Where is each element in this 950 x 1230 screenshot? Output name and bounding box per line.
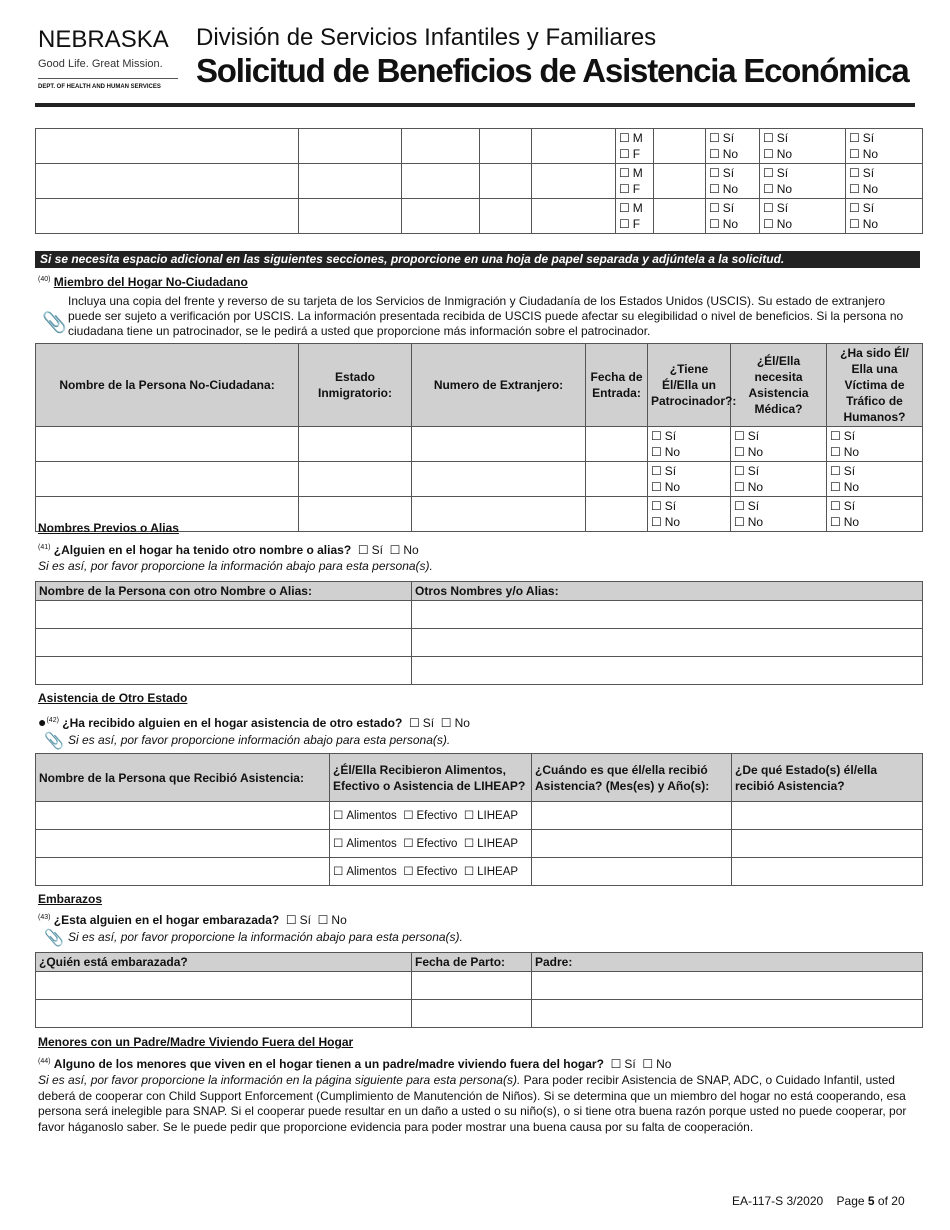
form-number: EA-117-S 3/2020 — [732, 1194, 824, 1208]
column-header: Padre: — [532, 953, 923, 972]
question-43-note: Si es así, por favor proporcione la información abajo para esta persona(s). — [68, 930, 463, 944]
page-total: of 20 — [877, 1194, 905, 1208]
choice-cell — [827, 497, 923, 532]
input-cell[interactable] — [532, 199, 616, 234]
logo-dept: DEPT. OF HEALTH AND HUMAN SERVICES — [38, 84, 161, 90]
section-44-text — [38, 1073, 923, 1135]
choice-cell — [760, 129, 846, 164]
checkbox[interactable]: ☐ No — [651, 445, 680, 459]
column-header: Numero de Extranjero: — [412, 344, 586, 427]
input-cell[interactable] — [480, 164, 532, 199]
choice-cell — [846, 129, 923, 164]
choice-cell — [827, 462, 923, 497]
checkbox[interactable]: ☐ Sí — [734, 464, 759, 478]
choice-cell — [731, 497, 827, 532]
question-44 — [38, 1057, 671, 1071]
choice-cell — [731, 427, 827, 462]
pregnancy-table — [35, 952, 923, 1028]
section-number: (41) — [38, 544, 51, 551]
input-cell[interactable] — [402, 129, 480, 164]
checkbox[interactable]: ☐ No — [849, 147, 878, 161]
cash-checkbox[interactable]: ☐ Efectivo — [403, 810, 457, 822]
additional-space-banner: Si se necesita espacio adicional en las siguientes secciones, proporcione en una hoja de papel separada y adjúntela a la solicitud. — [35, 251, 920, 268]
question-43 — [38, 913, 347, 927]
input-cell[interactable] — [299, 462, 412, 497]
input-cell[interactable] — [654, 129, 706, 164]
column-header: Nombre de la Persona con otro Nombre o Alias: — [36, 582, 412, 601]
yes-checkbox[interactable]: ☐ Sí — [358, 543, 383, 557]
question-text: ¿Esta alguien en el hogar embarazada? — [53, 913, 280, 927]
column-header: ¿Tiene Él/Ella un Patrocinador?: — [648, 344, 731, 427]
checkbox[interactable]: ☐ No — [709, 147, 738, 161]
table-row — [36, 972, 923, 1000]
checkbox[interactable]: ☐ No — [763, 147, 792, 161]
choice-cell — [648, 427, 731, 462]
checkbox[interactable]: ☐ Sí — [651, 429, 676, 443]
input-cell[interactable] — [732, 802, 923, 830]
input-cell[interactable] — [412, 601, 923, 629]
choice-cell — [846, 199, 923, 234]
input-cell[interactable] — [299, 199, 402, 234]
checkbox[interactable]: ☐ Sí — [709, 201, 734, 215]
section-number: (40) — [38, 276, 51, 283]
checkbox[interactable]: ☐ No — [849, 217, 878, 231]
section-41-title: Nombres Previos o Alias — [38, 521, 179, 535]
column-header: ¿Él/Ella Recibieron Alimentos, Efectivo o Asistencia de LIHEAP? — [330, 754, 532, 802]
checkbox[interactable]: ☐ Sí — [849, 201, 874, 215]
choice-cell — [846, 164, 923, 199]
section-44-title: Menores con un Padre/Madre Viviendo Fuera del Hogar — [38, 1035, 354, 1049]
no-checkbox[interactable]: ☐ No — [642, 1057, 671, 1071]
section-number: (44) — [38, 1058, 51, 1065]
input-cell[interactable] — [412, 972, 532, 1000]
assistance-type-cell — [330, 858, 532, 886]
column-header: Estado Inmigratorio: — [299, 344, 412, 427]
page-title: Solicitud de Beneficios de Asistencia Económica — [196, 52, 909, 89]
input-cell[interactable] — [532, 129, 616, 164]
input-cell[interactable] — [299, 427, 412, 462]
section-number: (43) — [38, 914, 51, 921]
table-row — [36, 1000, 923, 1028]
choice-cell — [706, 129, 760, 164]
input-cell[interactable] — [36, 657, 412, 685]
checkbox[interactable]: ☐ Sí — [830, 499, 855, 513]
table-row — [36, 427, 923, 462]
checkbox[interactable]: ☐ Sí — [734, 499, 759, 513]
input-cell[interactable] — [586, 427, 648, 462]
input-cell[interactable] — [412, 497, 586, 532]
choice-cell — [827, 427, 923, 462]
logo-tagline: Good Life. Great Mission. — [38, 58, 163, 70]
choice-cell — [760, 199, 846, 234]
input-cell[interactable] — [36, 164, 299, 199]
input-cell[interactable] — [532, 972, 923, 1000]
assistance-type-cell — [330, 802, 532, 830]
table-row — [36, 629, 923, 657]
input-cell[interactable] — [36, 601, 412, 629]
table-row — [36, 462, 923, 497]
checkbox[interactable]: ☐ No — [709, 182, 738, 196]
input-cell[interactable] — [412, 657, 923, 685]
input-cell[interactable] — [732, 830, 923, 858]
column-header: ¿Cuándo es que él/ella recibió Asistencia? (Mes(es) y Año(s): — [532, 754, 732, 802]
checkbox[interactable]: ☐ No — [709, 217, 738, 231]
yes-checkbox[interactable]: ☐ Sí — [286, 913, 311, 927]
checkbox[interactable]: ☐ No — [830, 480, 859, 494]
input-cell[interactable] — [732, 858, 923, 886]
no-checkbox[interactable]: ☐ No — [441, 716, 470, 730]
table-row — [36, 657, 923, 685]
checkbox[interactable]: ☐ Sí — [709, 131, 734, 145]
column-header: ¿Ha sido Él/ Ella una Víctima de Tráfico de Humanos? — [827, 344, 923, 427]
input-cell[interactable] — [412, 629, 923, 657]
choice-cell — [648, 497, 731, 532]
paperclip-icon: 📎 — [42, 312, 67, 334]
question-41 — [38, 543, 419, 557]
input-cell[interactable] — [532, 858, 732, 886]
input-cell[interactable] — [36, 462, 299, 497]
checkbox[interactable]: ☐ Sí — [849, 131, 874, 145]
table-row — [36, 199, 923, 234]
choice-cell — [731, 462, 827, 497]
choice-cell — [616, 199, 654, 234]
input-cell[interactable] — [299, 497, 412, 532]
checkbox[interactable]: ☐ No — [763, 217, 792, 231]
section-40-instructions: Incluya una copia del frente y reverso de su tarjeta de los Servicios de Inmigración y Ciudadanía de los Estados Unidos (USCIS). Su estado de extranjero puede ser sujeto a verificación por USCIS. La información presentada recibida de USCIS puede afectar su elegibilidad o nivel de beneficios. Si la persona no ciudadana tiene un patrocinador, se le pedirá a usted que proporcione más información sobre el patrocinador. — [68, 294, 904, 338]
logo-name: NEBRASKA — [38, 26, 169, 53]
section-title: Miembro del Hogar No-Ciudadano — [53, 275, 248, 289]
input-cell[interactable] — [36, 129, 299, 164]
no-checkbox[interactable]: ☐ No — [318, 913, 347, 927]
apple-icon: ● — [38, 714, 47, 730]
logo — [38, 26, 169, 54]
checkbox[interactable]: ☐ No — [849, 182, 878, 196]
checkbox[interactable]: ☐ No — [734, 515, 763, 529]
checkbox[interactable]: ☐ Sí — [763, 131, 788, 145]
checkbox[interactable]: ☐ Sí — [651, 464, 676, 478]
checkbox[interactable]: ☐ No — [734, 480, 763, 494]
input-cell[interactable] — [480, 129, 532, 164]
question-text: ¿Ha recibido alguien en el hogar asistencia de otro estado? — [62, 716, 403, 730]
checkbox[interactable]: ☐ Sí — [849, 166, 874, 180]
checkbox[interactable]: ☐ M — [619, 166, 643, 180]
choice-cell — [616, 129, 654, 164]
question-text: ¿Alguien en el hogar ha tenido otro nombre o alias? — [53, 543, 352, 557]
page-number: 5 — [867, 1194, 875, 1208]
choice-cell — [706, 164, 760, 199]
input-cell[interactable] — [412, 1000, 532, 1028]
liheap-checkbox[interactable]: ☐ LIHEAP — [464, 810, 518, 822]
table-row — [36, 164, 923, 199]
paperclip-icon: 📎 — [44, 733, 64, 750]
assistance-type-cell — [330, 830, 532, 858]
table-row — [36, 129, 923, 164]
input-cell[interactable] — [36, 199, 299, 234]
table-row — [36, 830, 923, 858]
checkbox[interactable]: ☐ Sí — [763, 166, 788, 180]
input-cell[interactable] — [36, 802, 330, 830]
cash-checkbox[interactable]: ☐ Efectivo — [403, 866, 457, 878]
table-row — [36, 802, 923, 830]
input-cell[interactable] — [36, 629, 412, 657]
checkbox[interactable]: ☐ M — [619, 131, 643, 145]
input-cell[interactable] — [532, 164, 616, 199]
question-41-note: Si es así, por favor proporcione la información abajo para esta persona(s). — [38, 559, 433, 573]
header-rule — [35, 103, 915, 107]
column-header: Otros Nombres y/o Alias: — [412, 582, 923, 601]
checkbox[interactable]: ☐ No — [763, 182, 792, 196]
yes-checkbox[interactable]: ☐ Sí — [409, 716, 434, 730]
choice-cell — [616, 164, 654, 199]
question-42 — [38, 714, 470, 730]
alias-table — [35, 581, 923, 685]
checkbox[interactable]: ☐ No — [651, 480, 680, 494]
no-checkbox[interactable]: ☐ No — [390, 543, 419, 557]
checkbox[interactable]: ☐ No — [734, 445, 763, 459]
child-support-text: Para poder recibir Asistencia de SNAP, ADC, o Cuidado Infantil, usted deberá de cooperar con Child Support Enforcement (Cumplimiento de Manutención de Niños). Si se determina que un miembro del hogar no está cooperando, esa persona será inelegible para SNAP. Si el cooperar puede resultar en un daño a usted o su niño(s), o si tiene otra buena razón porque usted no puede cooperar, por favor háganoslo saber. Se le puede pedir que proporcione evidencia para poder mostrar una buena causa por su falta de cooperación. — [38, 1073, 907, 1134]
household-table-continued — [35, 128, 923, 234]
food-checkbox[interactable]: ☐ Alimentos — [333, 810, 397, 822]
table-row — [36, 858, 923, 886]
input-cell[interactable] — [586, 462, 648, 497]
input-cell[interactable] — [654, 164, 706, 199]
page-label: Page — [836, 1194, 865, 1208]
section-42-title: Asistencia de Otro Estado — [38, 691, 188, 705]
liheap-checkbox[interactable]: ☐ LIHEAP — [464, 838, 518, 850]
choice-cell — [648, 462, 731, 497]
choice-cell — [760, 164, 846, 199]
section-40-heading — [38, 275, 248, 289]
column-header: ¿De qué Estado(s) él/ella recibió Asistencia? — [732, 754, 923, 802]
input-cell[interactable] — [36, 427, 299, 462]
question-text: Alguno de los menores que viven en el hogar tienen a un padre/madre viviendo fuera del hogar? — [53, 1057, 604, 1071]
column-header: Fecha de Parto: — [412, 953, 532, 972]
table-row — [36, 601, 923, 629]
division-title: División de Servicios Infantiles y Familiares — [196, 24, 657, 51]
food-checkbox[interactable]: ☐ Alimentos — [333, 838, 397, 850]
input-cell[interactable] — [36, 972, 412, 1000]
checkbox[interactable]: ☐ Sí — [763, 201, 788, 215]
input-cell[interactable] — [36, 858, 330, 886]
input-cell[interactable] — [532, 802, 732, 830]
input-cell[interactable] — [412, 462, 586, 497]
input-cell[interactable] — [299, 164, 402, 199]
input-cell[interactable] — [586, 497, 648, 532]
column-header: Nombre de la Persona No-Ciudadana: — [36, 344, 299, 427]
input-cell[interactable] — [36, 830, 330, 858]
checkbox[interactable]: ☐ No — [651, 515, 680, 529]
column-header: ¿Quién está embarazada? — [36, 953, 412, 972]
input-cell[interactable] — [480, 199, 532, 234]
checkbox[interactable]: ☐ Sí — [734, 429, 759, 443]
checkbox[interactable]: ☐ F — [619, 147, 640, 161]
liheap-checkbox[interactable]: ☐ LIHEAP — [464, 866, 518, 878]
question-44-note: Si es así, por favor proporcione la información en la página siguiente para esta persona(s). — [38, 1073, 521, 1087]
checkbox[interactable]: ☐ Sí — [651, 499, 676, 513]
input-cell[interactable] — [299, 129, 402, 164]
checkbox[interactable]: ☐ No — [830, 515, 859, 529]
checkbox[interactable]: ☐ Sí — [709, 166, 734, 180]
section-number: (42) — [46, 717, 59, 724]
checkbox[interactable]: ☐ Sí — [830, 464, 855, 478]
checkbox[interactable]: ☐ F — [619, 217, 640, 231]
column-header: Fecha de Entrada: — [586, 344, 648, 427]
yes-checkbox[interactable]: ☐ Sí — [611, 1057, 636, 1071]
non-citizen-table — [35, 343, 923, 532]
section-43-title: Embarazos — [38, 892, 103, 906]
input-cell[interactable] — [532, 830, 732, 858]
column-header: ¿Él/Ella necesita Asistencia Médica? — [731, 344, 827, 427]
food-checkbox[interactable]: ☐ Alimentos — [333, 866, 397, 878]
input-cell[interactable] — [36, 1000, 412, 1028]
checkbox[interactable]: ☐ Sí — [830, 429, 855, 443]
logo-divider — [38, 78, 178, 79]
checkbox[interactable]: ☐ M — [619, 201, 643, 215]
footer — [732, 1194, 905, 1208]
input-cell[interactable] — [402, 164, 480, 199]
question-42-note: Si es así, por favor proporcione información abajo para esta persona(s). — [68, 733, 451, 747]
input-cell[interactable] — [402, 199, 480, 234]
input-cell[interactable] — [532, 1000, 923, 1028]
input-cell[interactable] — [654, 199, 706, 234]
other-state-table — [35, 753, 923, 886]
checkbox[interactable]: ☐ F — [619, 182, 640, 196]
input-cell[interactable] — [412, 427, 586, 462]
column-header: Nombre de la Persona que Recibió Asistencia: — [36, 754, 330, 802]
choice-cell — [706, 199, 760, 234]
checkbox[interactable]: ☐ No — [830, 445, 859, 459]
paperclip-icon: 📎 — [44, 930, 64, 947]
cash-checkbox[interactable]: ☐ Efectivo — [403, 838, 457, 850]
